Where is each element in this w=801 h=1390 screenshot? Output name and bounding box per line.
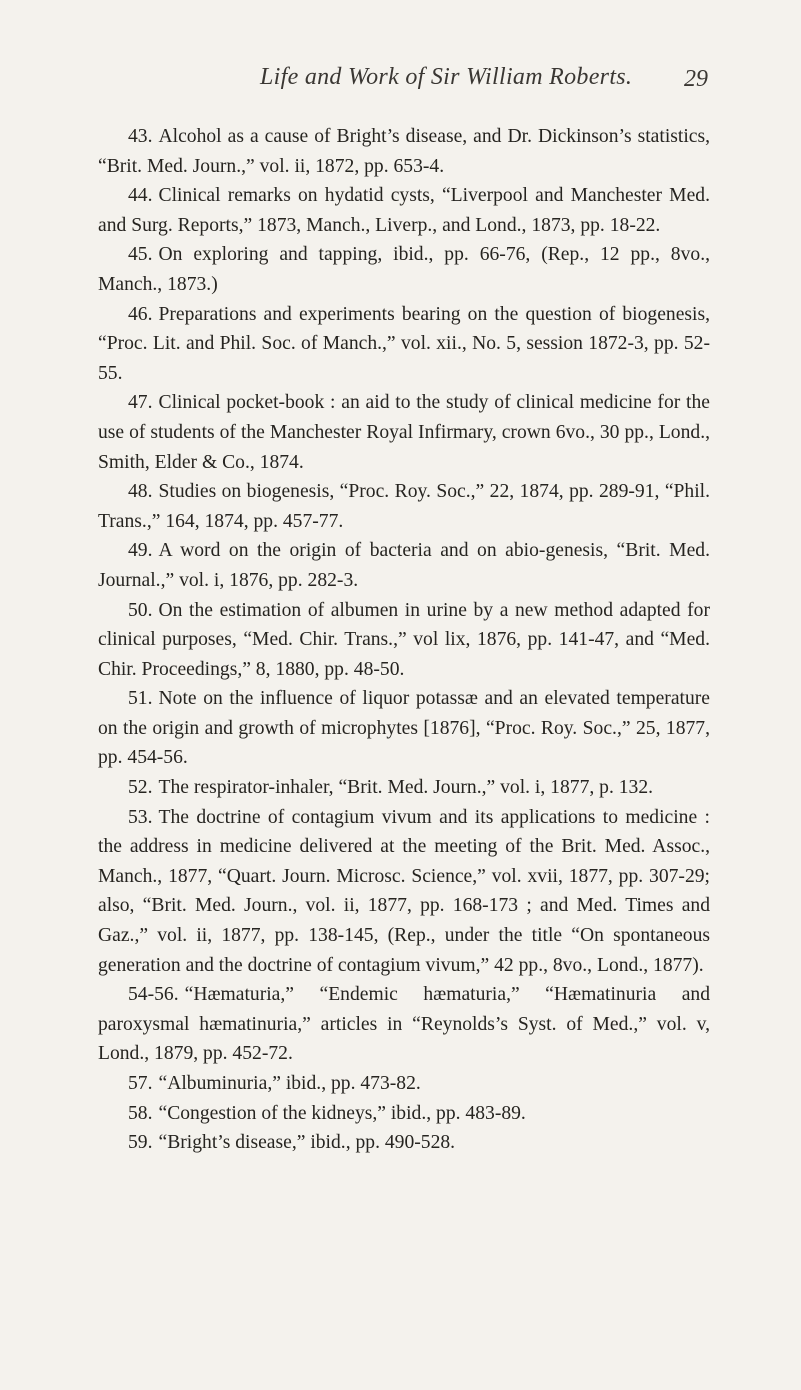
bibliography-list	[98, 122, 710, 1158]
bibliography-entry-58	[98, 1099, 710, 1129]
running-head-title: Life and Work of Sir William Roberts.	[260, 64, 633, 90]
entry-text: Studies on biogenesis, “Proc. Roy. Soc.,” 22, 1874, pp. 289-91, “Phil. Trans.,” 164, 1874, pp. 457-77.	[98, 481, 710, 532]
entry-number: 57.	[128, 1073, 153, 1094]
entry-text: On the estimation of albumen in urine by a new method adapted for clinical purposes, “Med. Chir. Trans.,” vol lix, 1876, pp. 141-47, and “Med. Chir. Proceedings,” 8, 1880, pp. 48-50.	[98, 599, 710, 680]
entry-text: “Albuminuria,” ibid., pp. 473-82.	[158, 1073, 421, 1094]
entry-number: 48.	[128, 481, 153, 503]
entry-text: “Bright’s disease,” ibid., pp. 490-528.	[158, 1132, 456, 1154]
entry-text: “Congestion of the kidneys,” ibid., pp. 483-89.	[158, 1102, 526, 1124]
bibliography-entry-50	[98, 596, 710, 685]
bibliography-entry-49	[98, 536, 710, 595]
bibliography-entry-45	[98, 240, 710, 299]
entry-text: Alcohol as a cause of Bright’s disease, and Dr. Dickinson’s statistics, “Brit. Med. Journ.,” vol. ii, 1872, pp. 653-4.	[98, 126, 710, 177]
bibliography-entry-52	[98, 773, 710, 803]
bibliography-entry-46	[98, 300, 710, 389]
entry-number: 49.	[128, 540, 153, 562]
entry-text: A word on the origin of bacteria and on abio-genesis, “Brit. Med. Journal.,” vol. i, 1876, pp. 282-3.	[98, 540, 710, 591]
entry-number: 54-56.	[128, 984, 179, 1006]
entry-text: The respirator-inhaler, “Brit. Med. Journ.,” vol. i, 1877, p. 132.	[158, 777, 654, 799]
entry-number: 53.	[128, 806, 153, 828]
entry-text: Preparations and experiments bearing on the question of biogenesis, “Proc. Lit. and Phil. Soc. of Manch.,” vol. xii., No. 5, session 1872-3, pp. 52-55.	[98, 303, 710, 384]
entry-text: Note on the influence of liquor potassæ and an elevated temperature on the origin and growth of microphytes [1876], “Proc. Roy. Soc.,” 25, 1877, pp. 454-56.	[98, 688, 710, 769]
bibliography-entry-53	[98, 803, 710, 981]
bibliography-entry-47	[98, 388, 710, 477]
bibliography-entry-59	[98, 1128, 710, 1158]
bibliography-entry-51	[98, 684, 710, 773]
bibliography-entry-44	[98, 181, 710, 240]
entry-text: “Hæmaturia,” “Endemic hæmaturia,” “Hæmatinuria and paroxysmal hæmatinuria,” articles in “Reynolds’s Syst. of Med.,” vol. v, Lond., 1879, pp. 452-72.	[98, 984, 710, 1065]
bibliography-entry-48	[98, 477, 710, 536]
bibliography-entry-54-56	[98, 980, 710, 1069]
entry-number: 46.	[128, 303, 153, 325]
entry-number: 45.	[128, 244, 153, 266]
bibliography-entry-57	[98, 1069, 710, 1099]
entry-number: 43.	[128, 126, 153, 147]
entry-text: Clinical pocket-book : an aid to the study of clinical medicine for the use of students of the Manchester Royal Infirmary, crown 6vo., 30 pp., Lond., Smith, Elder & Co., 1874.	[98, 392, 710, 473]
entry-number: 47.	[128, 392, 153, 414]
entry-text: Clinical remarks on hydatid cysts, “Liverpool and Manchester Med. and Surg. Reports,” 1873, Manch., Liverp., and Lond., 1873, pp. 18-22.	[98, 185, 710, 236]
entry-number: 44.	[128, 185, 153, 207]
entry-number: 50.	[128, 599, 153, 621]
entry-text: The doctrine of contagium vivum and its applications to medicine : the address in medicine delivered at the meeting of the Brit. Med. Assoc., Manch., 1877, “Quart. Journ. Microsc. Science,” vol. xvii, 1877, pp. 307-29; also, “Brit. Med. Journ., vol. ii, 1877, pp. 168-173 ; and Med. Times and Gaz.,” vol. ii, 1877, pp. 138-145, (Rep., under the title “On spontaneous generation and the doctrine of contagium vivum,” 42 pp., 8vo., Lond., 1877).	[98, 806, 710, 976]
entry-number: 51.	[128, 688, 153, 710]
entry-number: 58.	[128, 1102, 153, 1124]
page-number: 29	[684, 66, 708, 92]
entry-number: 52.	[128, 777, 153, 799]
entry-number: 59.	[128, 1132, 153, 1154]
entry-text: On exploring and tapping, ibid., pp. 66-76, (Rep., 12 pp., 8vo., Manch., 1873.)	[98, 244, 710, 295]
bibliography-entry-43	[98, 122, 710, 181]
